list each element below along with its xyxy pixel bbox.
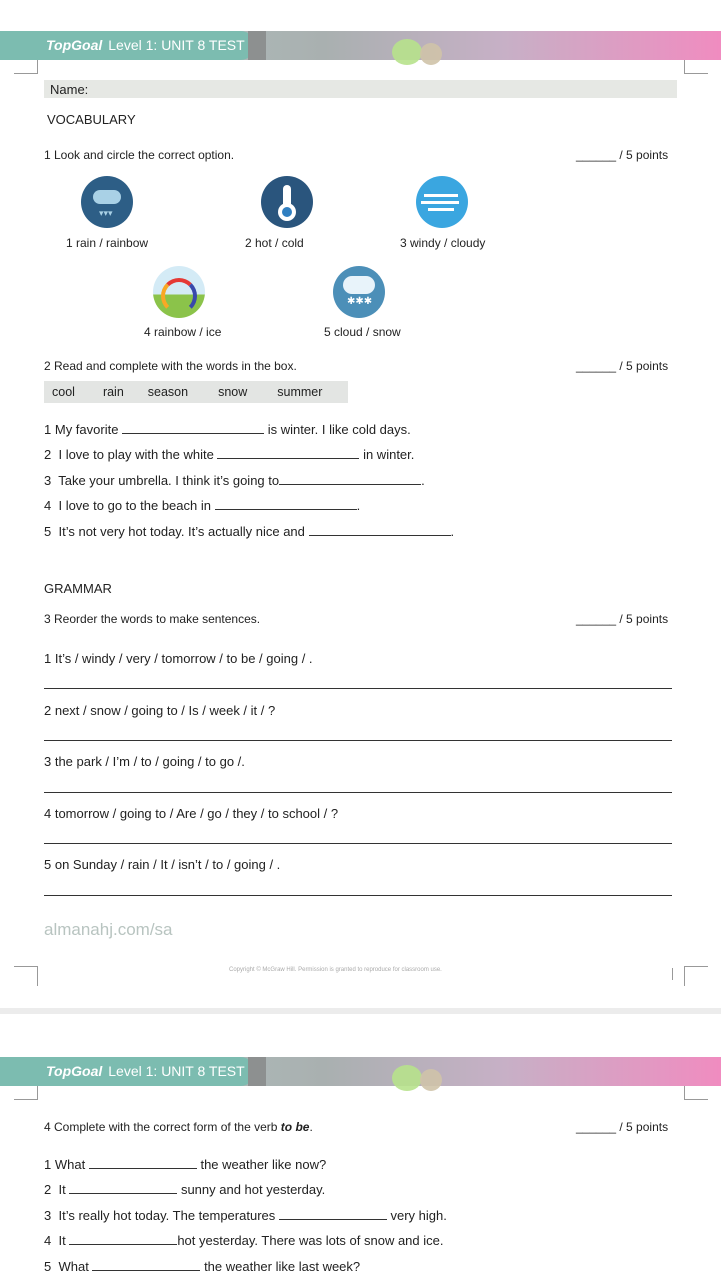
answer-blank[interactable] (69, 1182, 177, 1194)
sentence-start: My favorite (54, 422, 119, 437)
sentence-number: 1 (44, 422, 52, 437)
ex4-sentence (44, 1259, 360, 1274)
answer-blank[interactable] (279, 1208, 387, 1220)
cloud-shape (343, 276, 375, 294)
sentence-end: . (450, 524, 455, 539)
answer-line[interactable] (44, 792, 672, 793)
header-banner (0, 1057, 721, 1086)
page-separator (0, 1008, 721, 1014)
header-banner (0, 31, 721, 60)
ex2-sentence (44, 422, 411, 437)
thermometer-icon (261, 176, 313, 228)
crop-mark (14, 966, 38, 986)
snow-cloud-icon (333, 266, 385, 318)
verb: to be (280, 1120, 310, 1134)
ex3-item: 1 It’s / windy / very / tomorrow / to be / going / . (44, 651, 313, 666)
answer-blank[interactable] (122, 422, 264, 434)
banner-gray-band (248, 31, 266, 60)
sentence-end: in winter. (363, 447, 415, 462)
sentence-start: I love to play with the white (58, 447, 214, 462)
section-vocabulary: VOCABULARY (47, 112, 136, 127)
sentence-number: 2 (44, 1182, 52, 1197)
sentence-start: It (58, 1182, 66, 1197)
sentence-start: What (58, 1259, 89, 1274)
cloud-shape (93, 190, 121, 204)
word: rain (102, 385, 124, 399)
banner-decoration (392, 39, 422, 65)
sentence-end: is winter. I like cold days. (267, 422, 411, 437)
answer-line[interactable] (44, 740, 672, 741)
answer-blank[interactable] (279, 473, 421, 485)
sentence-number: 4 (44, 498, 52, 513)
ex4-sentence (44, 1157, 326, 1172)
section-grammar: GRAMMAR (44, 581, 112, 596)
wind-icon (416, 176, 468, 228)
ex2-points: ______ / 5 points (576, 359, 669, 373)
sentence-number: 3 (44, 473, 52, 488)
answer-line[interactable] (44, 895, 672, 896)
answer-blank[interactable] (92, 1259, 200, 1271)
ex3-item: 4 tomorrow / going to / Are / go / they / to school / ? (44, 806, 339, 821)
ex3-item: 2 next / snow / going to / Is / week / it / ? (44, 703, 276, 718)
ex1-item-label: 5 cloud / snow (324, 325, 401, 339)
sentence-end: . (421, 473, 425, 488)
ex4-points: ______ / 5 points (576, 1120, 669, 1134)
wind-line (424, 194, 458, 197)
ex3-points: ______ / 5 points (576, 612, 669, 626)
sentence-start: Take your umbrella. I think it’s going to (58, 473, 280, 488)
sentence-end: sunny and hot yesterday. (180, 1182, 326, 1197)
sentence-end: hot yesterday. There was lots of snow and ice. (177, 1233, 444, 1248)
banner-decoration (392, 1065, 422, 1091)
wind-line (421, 201, 459, 204)
crop-mark (14, 1086, 38, 1100)
ex4-sentence (44, 1233, 444, 1248)
crop-mark (672, 968, 673, 980)
name-field[interactable] (44, 80, 677, 98)
sentence-end: the weather like last week? (204, 1259, 361, 1274)
word-box (44, 381, 348, 403)
answer-line[interactable] (44, 688, 672, 689)
ex4-instruction: 4 Complete with the correct form of the verb to be. (44, 1120, 313, 1134)
wind-line (428, 208, 454, 211)
word: snow (218, 385, 248, 399)
test-title: Level 1: UNIT 8 TEST (108, 37, 245, 53)
header-title (46, 1063, 245, 1079)
ex2-sentence (44, 524, 454, 539)
word: summer (277, 385, 323, 399)
brand: TopGoal (46, 1063, 103, 1079)
banner-gray-band (248, 1057, 266, 1086)
ex3-item: 5 on Sunday / rain / It / isn’t / to / going / . (44, 857, 281, 872)
crop-mark (14, 60, 38, 74)
sentence-start: It’s not very hot today. It’s actually nice and (58, 524, 305, 539)
ex2-sentence (44, 473, 425, 488)
sentence-start: I love to go to the beach in (58, 498, 211, 513)
ex4-sentence (44, 1182, 325, 1197)
header-title (46, 37, 245, 53)
brand: TopGoal (46, 37, 103, 53)
ex2-sentence (44, 498, 360, 513)
answer-blank[interactable] (309, 524, 451, 536)
ex2-instruction: 2 Read and complete with the words in the box. (44, 359, 297, 373)
ex1-item-label: 2 hot / cold (245, 236, 304, 250)
banner-decoration (420, 43, 442, 65)
sentence-number: 5 (44, 1259, 52, 1274)
crop-mark (684, 966, 708, 986)
sentence-start: What (54, 1157, 86, 1172)
sentence-start: It (58, 1233, 66, 1248)
crop-mark (684, 60, 708, 74)
rainbow-icon (153, 266, 205, 318)
ex4-sentence (44, 1208, 447, 1223)
crop-mark (684, 1086, 708, 1100)
sentence-end: very high. (390, 1208, 447, 1223)
answer-line[interactable] (44, 843, 672, 844)
ex2-sentence (44, 447, 414, 462)
sentence-number: 2 (44, 447, 52, 462)
banner-decoration (420, 1069, 442, 1091)
answer-blank[interactable] (89, 1157, 197, 1169)
sentence-number: 5 (44, 524, 52, 539)
answer-blank[interactable] (69, 1233, 177, 1245)
rainbow-arc (161, 278, 197, 314)
rain-cloud-icon (81, 176, 133, 228)
ex1-item-label: 3 windy / cloudy (400, 236, 486, 250)
sentence-number: 4 (44, 1233, 52, 1248)
instruction-text: 4 Complete with the correct form of the verb (44, 1120, 278, 1134)
word: season (147, 385, 189, 399)
raindrops-shape: ▾▾▾ (99, 208, 113, 218)
answer-blank[interactable] (215, 498, 357, 510)
copyright: Copyright © McGraw Hill. Permission is granted to reproduce for classroom use. (229, 967, 442, 973)
sentence-start: It’s really hot today. The temperatures (58, 1208, 276, 1223)
word: cool (52, 385, 75, 399)
test-title: Level 1: UNIT 8 TEST (108, 1063, 245, 1079)
sentence-number: 1 (44, 1157, 52, 1172)
ex3-item: 3 the park / I’m / to / going / to go /. (44, 754, 245, 769)
sentence-end: . (356, 498, 361, 513)
sentence-end: the weather like now? (200, 1157, 327, 1172)
ex1-item-label: 1 rain / rainbow (66, 236, 149, 250)
name-label: Name: (50, 82, 89, 97)
ex3-instruction: 3 Reorder the words to make sentences. (44, 612, 261, 626)
snowflakes-shape: ✱✱✱ (347, 296, 373, 307)
sentence-number: 3 (44, 1208, 52, 1223)
answer-blank[interactable] (217, 447, 359, 459)
ex1-item-label: 4 rainbow / ice (144, 325, 222, 339)
watermark: almanahj.com/sa (44, 920, 173, 939)
ex1-points: ______ / 5 points (576, 148, 669, 162)
ex1-instruction: 1 Look and circle the correct option. (44, 148, 235, 162)
thermometer-fill (282, 207, 292, 217)
